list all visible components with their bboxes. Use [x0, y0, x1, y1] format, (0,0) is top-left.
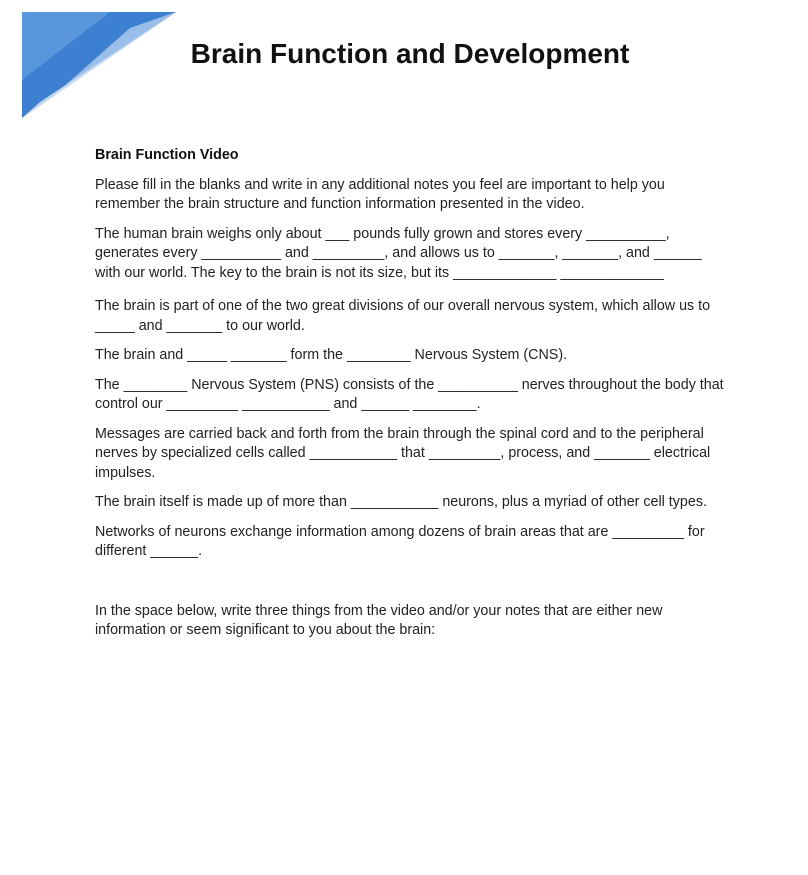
fill-blank-paragraph: Messages are carried back and forth from the brain through the spinal cord and to the peripheral nerves by specialized cells called ___________ that _________, process, and _______ electrical impulses.	[95, 425, 711, 481]
instructions-paragraph: Please fill in the blanks and write in any additional notes you feel are important to help you remember the brain structure and function information presented in the video.	[95, 176, 665, 212]
final-prompt: In the space below, write three things from the video and/or your notes that are either new information or seem significant to you about the brain:	[95, 602, 663, 638]
page-title: Brain Function and Development	[190, 38, 630, 69]
fill-blank-paragraph: The brain is part of one of the two great divisions of our overall nervous system, which allow us to _____ and _______ to our world.	[95, 298, 711, 334]
fill-blank-paragraph: The brain itself is made up of more than ___________ neurons, plus a myriad of other cell types.	[95, 494, 707, 510]
worksheet-content	[95, 146, 725, 651]
fill-blank-paragraph: Networks of neurons exchange information among dozens of brain areas that are _________ for different ______.	[95, 523, 705, 559]
fill-blank-paragraph: The ________ Nervous System (PNS) consists of the __________ nerves throughout the body that control our _________ ___________ and ______ ________.	[95, 376, 724, 412]
section-heading: Brain Function Video	[95, 147, 239, 163]
fill-blank-paragraph: The brain and _____ _______ form the ________ Nervous System (CNS).	[95, 347, 568, 363]
fill-blank-paragraph: The human brain weighs only about ___ pounds fully grown and stores every __________, generates every __________ and _________, and allows us to _______, _______, and ______ with our world. The key to the brain is not its size, but its _____________ _____________	[95, 225, 702, 281]
